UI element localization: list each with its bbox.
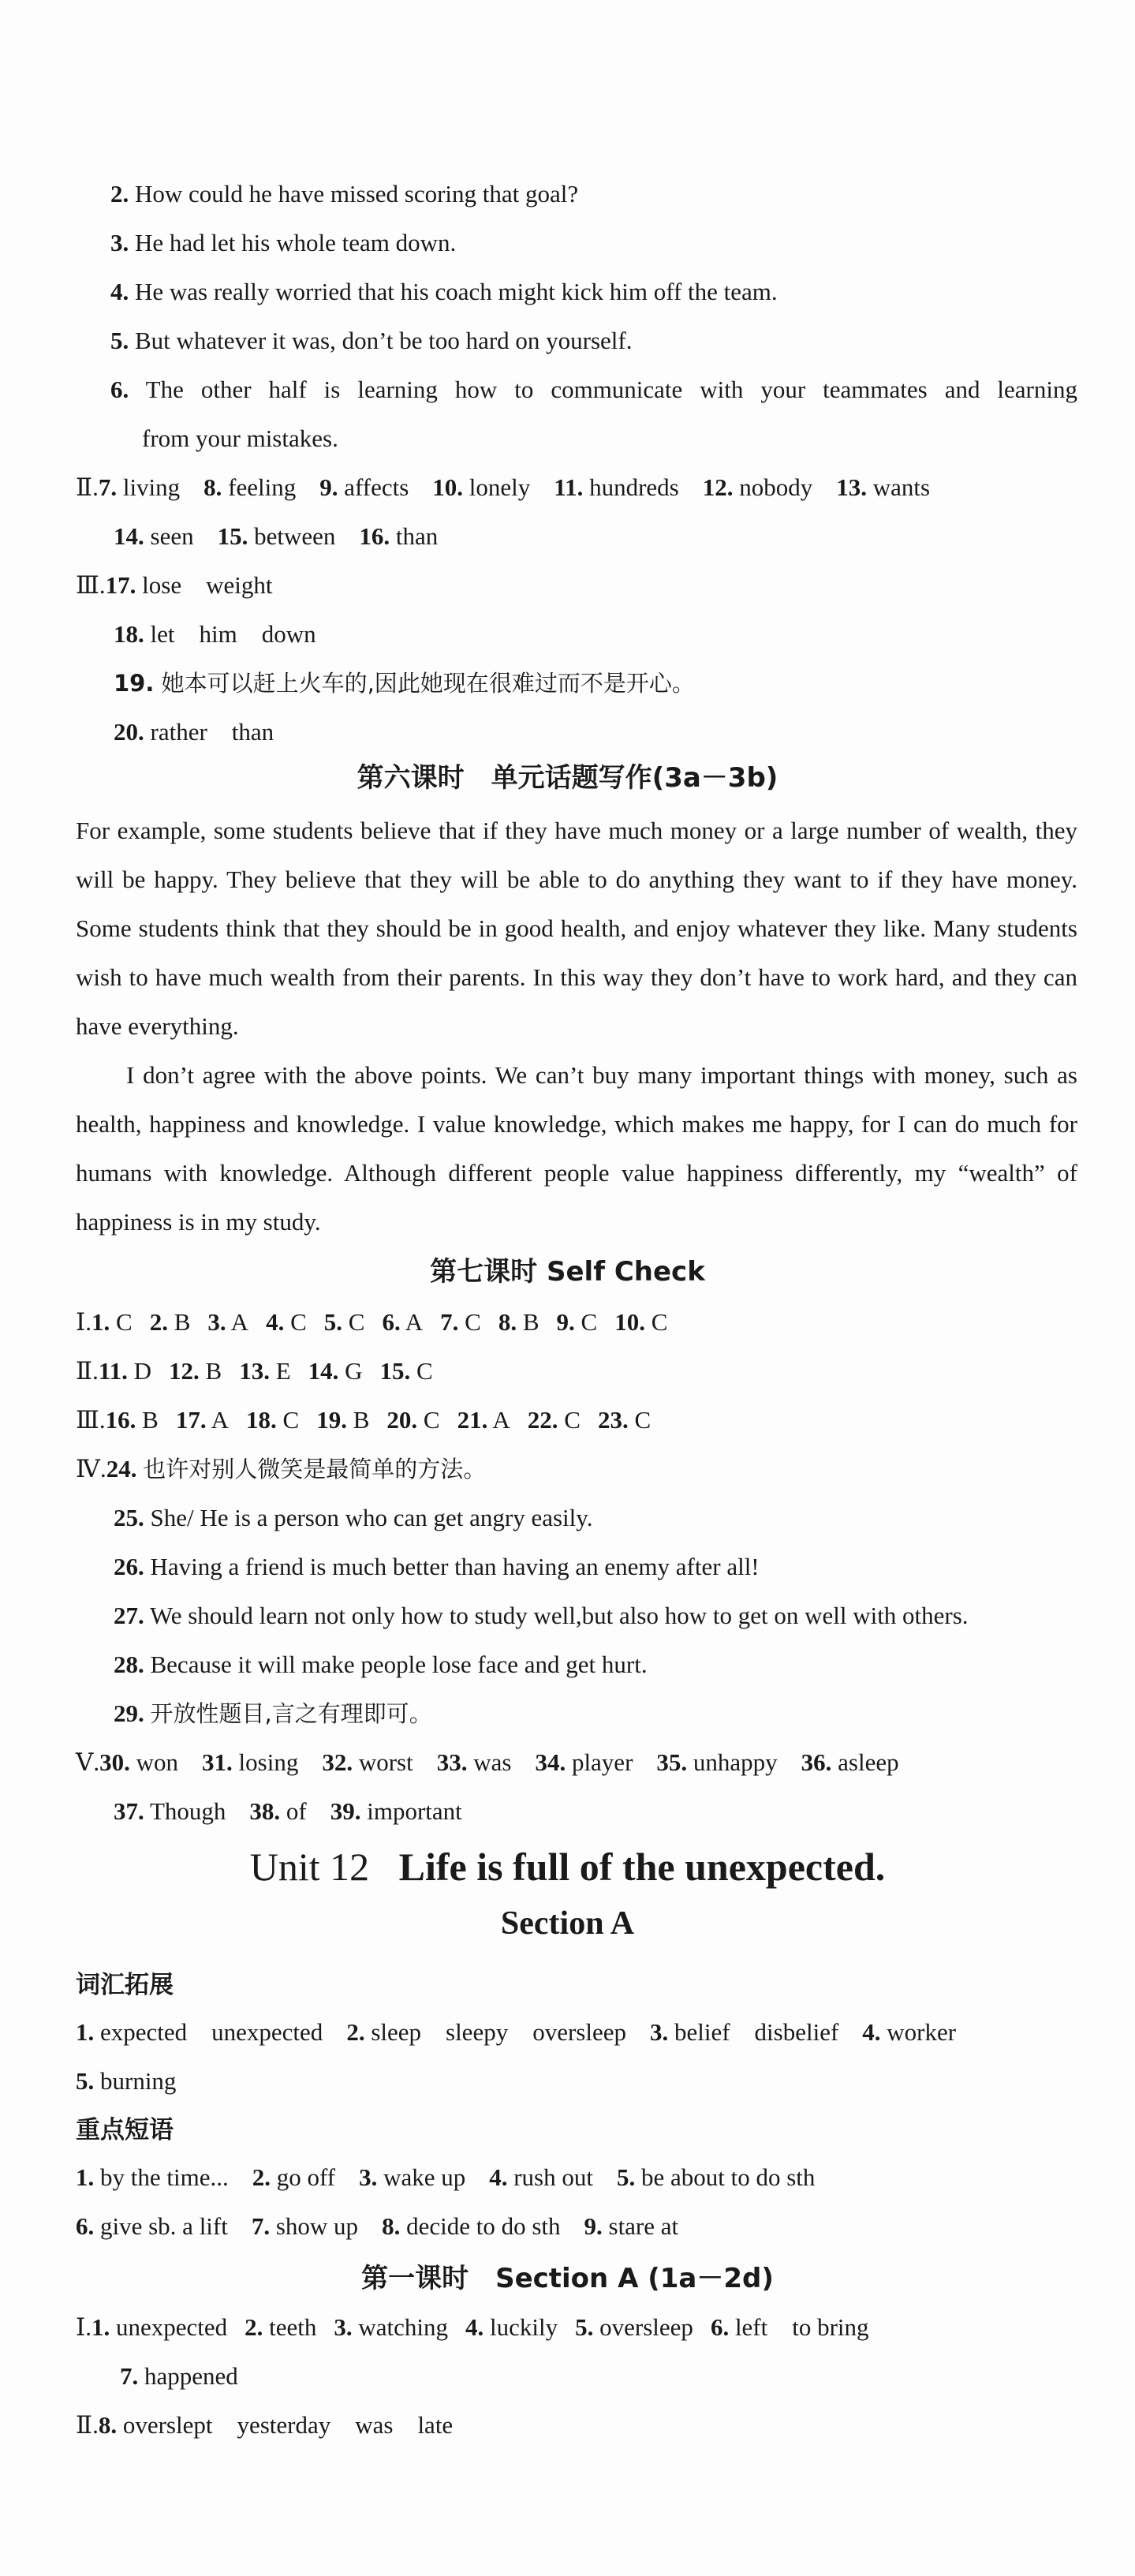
answer-19: 19. 她本可以赶上火车的,因此她现在很难过而不是开心。 xyxy=(114,670,695,697)
unit-title xyxy=(0,1843,1135,1890)
lesson-1-group-2: Ⅱ.8. overslept yesterday was late xyxy=(76,2411,454,2439)
answer-4: 4. He was really worried that his coach might kick him off the team. xyxy=(110,278,778,305)
answer-3: 3. He had let his whole team down. xyxy=(110,229,457,256)
phrases-heading: 重点短语 xyxy=(76,2116,174,2144)
self-check-group-5-row1: Ⅴ.30. won 31. losing 32. worst 33. was 34. player 35. unhappy 36. asleep xyxy=(76,1748,899,1776)
answer-17: Ⅲ.17. lose weight xyxy=(76,571,273,599)
answer-6-line1: 6. The other half is learning how to communicate with your teammates and learning xyxy=(110,376,1077,403)
phrases-row2: 6. give sb. a lift 7. show up 8. decide to do sth 9. stare at xyxy=(76,2212,679,2240)
answer-25: 25. She/ He is a person who can get angry easily. xyxy=(114,1504,593,1531)
answer-27: 27. We should learn not only how to study well,but also how to get on well with others. xyxy=(114,1602,969,1629)
answer-5: 5. But whatever it was, don’t be too hard on yourself. xyxy=(110,327,633,354)
essay-paragraph-2: I don’t agree with the above points. We can’t buy many important things with money, such as health, happiness and knowledge. I value knowledge, which makes me happy, for I can do much for humans with knowledge. Although different people value happiness differently, my “wealth” of happiness is in my study. xyxy=(76,1061,1077,1236)
unit-label: Unit 12 xyxy=(249,1845,370,1889)
self-check-group-5-row2: 37. Though 38. of 39. important xyxy=(114,1797,462,1825)
self-check-group-1: Ⅰ.1. C 2. B 3. A 4. C 5. C 6. A 7. C 8. B 9. C 10. C xyxy=(76,1308,668,1336)
answer-26: 26. Having a friend is much better than having an enemy after all! xyxy=(114,1553,760,1580)
section-a-title: Section A xyxy=(500,1905,635,1942)
answer-20: 20. rather than xyxy=(114,718,274,746)
vocab-row2: 5. burning xyxy=(76,2067,177,2095)
unit-name: Life is full of the unexpected. xyxy=(398,1845,886,1889)
answer-6-line2: from your mistakes. xyxy=(142,424,338,452)
answer-24: Ⅳ.24. 也许对别人微笑是最简单的方法。 xyxy=(76,1455,487,1482)
self-check-group-2: Ⅱ.11. D 12. B 13. E 14. G 15. C xyxy=(76,1357,433,1385)
answer-28: 28. Because it will make people lose face and get hurt. xyxy=(114,1651,648,1678)
group-2-row1: Ⅱ.7. living 8. feeling 9. affects 10. lonely 11. hundreds 12. nobody 13. wants xyxy=(76,473,931,501)
self-check-group-3: Ⅲ.16. B 17. A 18. C 19. B 20. C 21. A 22. C 23. C xyxy=(76,1406,652,1434)
lesson-1-group-1-row2: 7. happened xyxy=(120,2362,238,2390)
lesson-1-title: 第一课时 Section A (1a－2d) xyxy=(361,2263,774,2294)
section-7-title: 第七课时 Self Check xyxy=(430,1256,705,1288)
lesson-1-group-1-row1: Ⅰ.1. unexpected 2. teeth 3. watching 4. luckily 5. oversleep 6. left to bring xyxy=(76,2313,869,2341)
vocab-row1: 1. expected unexpected 2. sleep sleepy oversleep 3. belief disbelief 4. worker xyxy=(76,2018,957,2046)
phrases-row1: 1. by the time... 2. go off 3. wake up 4. rush out 5. be about to do sth xyxy=(76,2163,816,2191)
answer-2: 2. How could he have missed scoring that goal? xyxy=(110,180,579,208)
section-6-title: 第六课时 单元话题写作(3a－3b) xyxy=(357,762,778,794)
answer-29: 29. 开放性题目,言之有理即可。 xyxy=(114,1699,432,1727)
group-2-row2: 14. seen 15. between 16. than xyxy=(114,522,439,550)
answer-18: 18. let him down xyxy=(114,620,316,648)
vocab-heading: 词汇拓展 xyxy=(76,1971,174,1999)
essay-paragraph-1: For example, some students believe that if they have much money or a large number of wealth, they will be happy. They believe that they will be able to do anything they want to if they have money. Some students think that they should be in good health, and enjoy whatever they like. Many students wish to have much wealth from their parents. In this way they don’t have to work hard, and they can have everything. xyxy=(76,817,1077,1040)
